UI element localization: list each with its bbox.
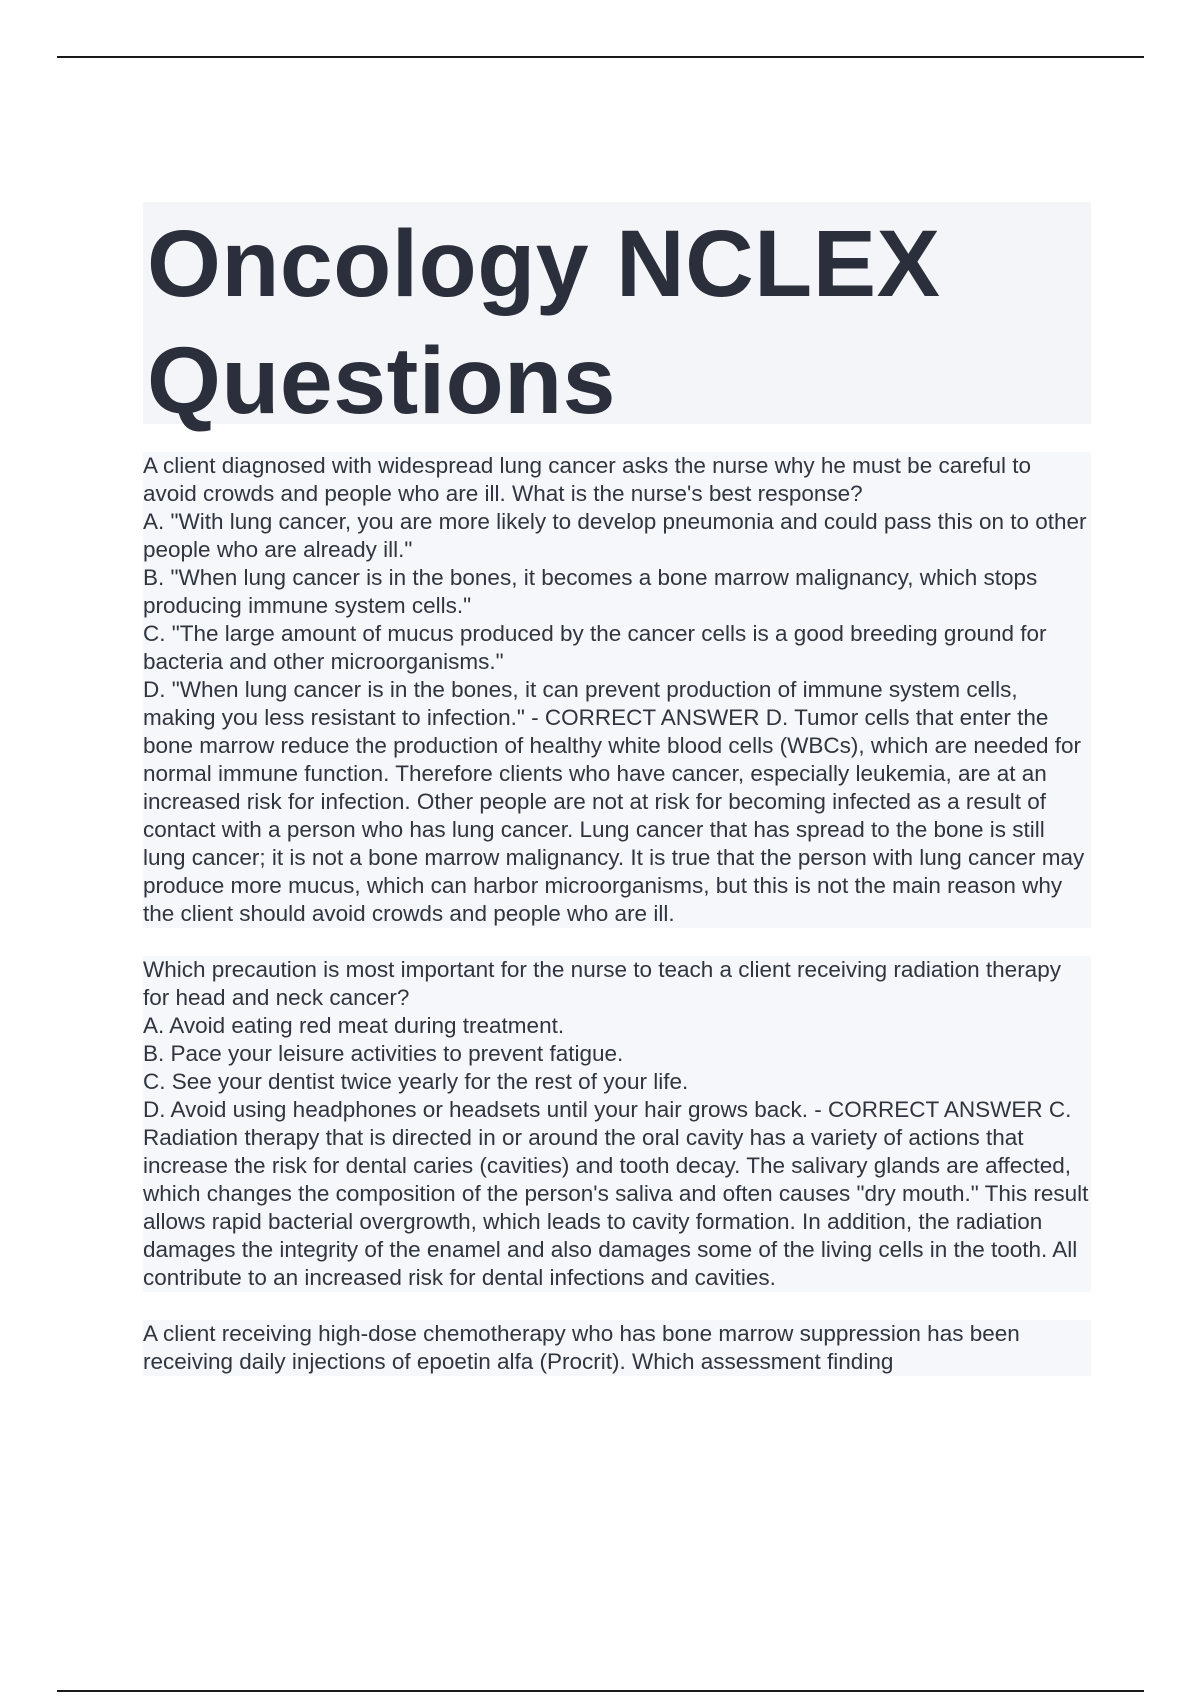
title-line-2: Questions <box>147 328 617 434</box>
option-b: B. "When lung cancer is in the bones, it becomes a bone marrow malignancy, which stops producing immune system cells." <box>143 565 1038 618</box>
question-stem: Which precaution is most important for the nurse to teach a client receiving radiation therapy for head and neck cancer? <box>143 957 1061 1010</box>
option-c: C. See your dentist twice yearly for the rest of your life. <box>143 1069 689 1094</box>
option-d-and-answer: D. Avoid using headphones or headsets until your hair grows back. - CORRECT ANSWER C. Radiation therapy that is directed in or around the oral cavity has a variety of actions that increase the risk for dental caries (cavities) and tooth decay. The salivary glands are affected, which changes the composition of the person's saliva and often causes "dry mouth." This result allows rapid bacterial overgrowth, which leads to cavity formation. In addition, the radiation damages the integrity of the enamel and also damages some of the living cells in the tooth. All contribute to an increased risk for dental infections and cavities. <box>143 1097 1089 1290</box>
title-block <box>143 202 1091 434</box>
option-a: A. Avoid eating red meat during treatment. <box>143 1013 565 1038</box>
page-bottom-rule <box>57 1690 1144 1692</box>
option-c: C. "The large amount of mucus produced by the cancer cells is a good breeding ground for bacteria and other microorganisms." <box>143 621 1047 674</box>
question-block-1 <box>143 452 1091 928</box>
option-b: B. Pace your leisure activities to prevent fatigue. <box>143 1041 624 1066</box>
question-stem: A client receiving high-dose chemotherapy who has bone marrow suppression has been receiving daily injections of epoetin alfa (Procrit). Which assessment finding <box>143 1321 1020 1374</box>
question-block-3 <box>143 1320 1091 1376</box>
question-stem: A client diagnosed with widespread lung cancer asks the nurse why he must be careful to avoid crowds and people who are ill. What is the nurse's best response? <box>143 453 1032 506</box>
question-block-2 <box>143 956 1091 1292</box>
question-list <box>143 452 1091 1404</box>
document-title <box>147 206 1087 440</box>
page-top-rule <box>57 56 1144 58</box>
option-a: A. "With lung cancer, you are more likely to develop pneumonia and could pass this on to other people who are already ill." <box>143 509 1087 562</box>
option-d-and-answer: D. "When lung cancer is in the bones, it can prevent production of immune system cells, making you less resistant to infection." - CORRECT ANSWER D. Tumor cells that enter the bone marrow reduce the production of healthy white blood cells (WBCs), which are needed for normal immune function. Therefore clients who have cancer, especially leukemia, are at an increased risk for infection. Other people are not at risk for becoming infected as a result of contact with a person who has lung cancer. Lung cancer that has spread to the bone is still lung cancer; it is not a bone marrow malignancy. It is true that the person with lung cancer may produce more mucus, which can harbor microorganisms, but this is not the main reason why the client should avoid crowds and people who are ill. <box>143 677 1085 926</box>
title-line-1: Oncology NCLEX <box>147 211 941 317</box>
